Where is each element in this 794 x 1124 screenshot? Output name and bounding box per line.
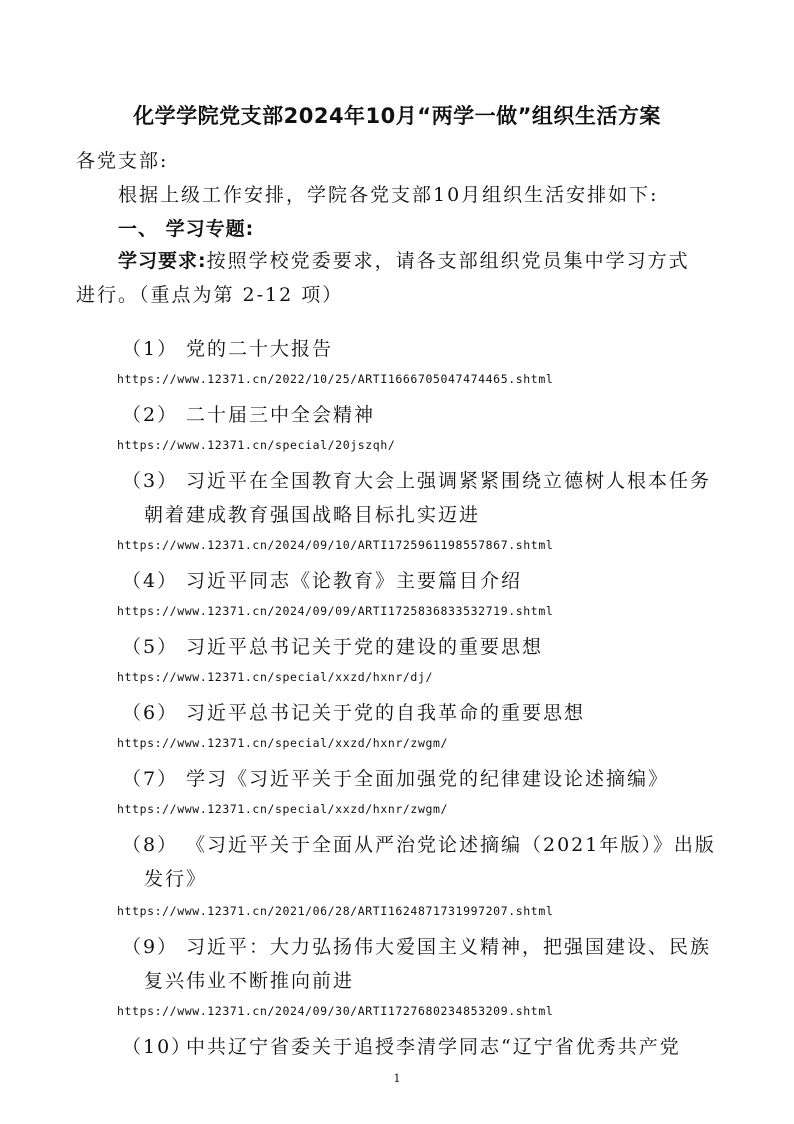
item-title: 习近平总书记关于党的自我革命的重要思想 — [186, 702, 586, 724]
list-item-title — [122, 334, 333, 361]
list-item-title — [122, 1032, 681, 1059]
item-title: 二十届三中全会精神 — [186, 404, 376, 426]
list-item-title — [122, 632, 543, 659]
salutation: 各党支部: — [76, 150, 169, 172]
list-item-title — [122, 566, 522, 593]
item-number: （1） — [122, 338, 179, 360]
document-title: 化学学院党支部2024年10月“两学一做”组织生活方案 — [133, 104, 661, 128]
item-title: 党的二十大报告 — [186, 338, 334, 360]
list-item-title — [122, 466, 711, 493]
requirement-label: 学习要求: — [118, 250, 207, 272]
requirement-text: 按照学校党委要求，请各支部组织党员集中学习方式 — [206, 250, 690, 272]
list-item-title — [122, 932, 711, 959]
item-link[interactable]: https://www.12371.cn/special/xxzd/hxnr/zwgm/ — [117, 736, 449, 750]
item-title: 习近平总书记关于党的建设的重要思想 — [186, 636, 544, 658]
requirement-line-2: 进行。（重点为第 2-12 项） — [76, 284, 344, 306]
page-number: 1 — [393, 1072, 401, 1085]
item-title: 学习《习近平关于全面加强党的纪律建设论述摘编》 — [186, 768, 670, 790]
section-heading-study-topics: 一、 学习专题: — [118, 218, 255, 240]
item-link[interactable]: https://www.12371.cn/2022/10/25/ARTI1666705047474465.shtml — [117, 372, 554, 386]
item-title: 习近平在全国教育大会上强调紧紧围绕立德树人根本任务 — [186, 470, 712, 492]
item-number: （8） — [122, 834, 179, 856]
item-number: （2） — [122, 404, 179, 426]
item-link[interactable]: https://www.12371.cn/special/xxzd/hxnr/zwgm/ — [117, 802, 449, 816]
intro-paragraph: 根据上级工作安排，学院各党支部10月组织生活安排如下: — [118, 184, 659, 206]
list-item-title — [122, 400, 375, 427]
item-number: （3） — [122, 470, 179, 492]
item-link[interactable]: https://www.12371.cn/2021/06/28/ARTI1624871731997207.shtml — [117, 904, 554, 918]
list-item-title — [122, 764, 669, 791]
item-link[interactable]: https://www.12371.cn/2024/09/09/ARTI1725836833532719.shtml — [117, 604, 554, 618]
item-link[interactable]: https://www.12371.cn/special/xxzd/hxnr/dj/ — [117, 670, 433, 684]
item-link[interactable]: https://www.12371.cn/special/20jszqh/ — [117, 438, 396, 452]
item-link[interactable]: https://www.12371.cn/2024/09/30/ARTI1727680234853209.shtml — [117, 1004, 554, 1018]
item-title: 习近平：大力弘扬伟大爱国主义精神，把强国建设、民族 — [186, 936, 712, 958]
requirement-line-1 — [118, 246, 690, 273]
item-title: 习近平同志《论教育》主要篇目介绍 — [186, 570, 523, 592]
item-title-continued: 复兴伟业不断推向前进 — [144, 970, 355, 992]
item-title: 中共辽宁省委关于追授李清学同志“辽宁省优秀共产党 — [186, 1036, 681, 1058]
item-number: （9） — [122, 936, 179, 958]
item-number: （4） — [122, 570, 179, 592]
list-item-title — [122, 698, 585, 725]
item-link[interactable]: https://www.12371.cn/2024/09/10/ARTI1725961198557867.shtml — [117, 538, 554, 552]
list-item-title — [122, 830, 716, 857]
item-number: （10） — [122, 1036, 193, 1058]
item-number: （5） — [122, 636, 179, 658]
item-title-continued: 发行》 — [144, 868, 208, 890]
item-number: （6） — [122, 702, 179, 724]
item-number: （7） — [122, 768, 179, 790]
item-title-continued: 朝着建成教育强国战略目标扎实迈进 — [144, 504, 481, 526]
item-title: 《习近平关于全面从严治党论述摘编（2021年版）》出版 — [186, 834, 716, 856]
